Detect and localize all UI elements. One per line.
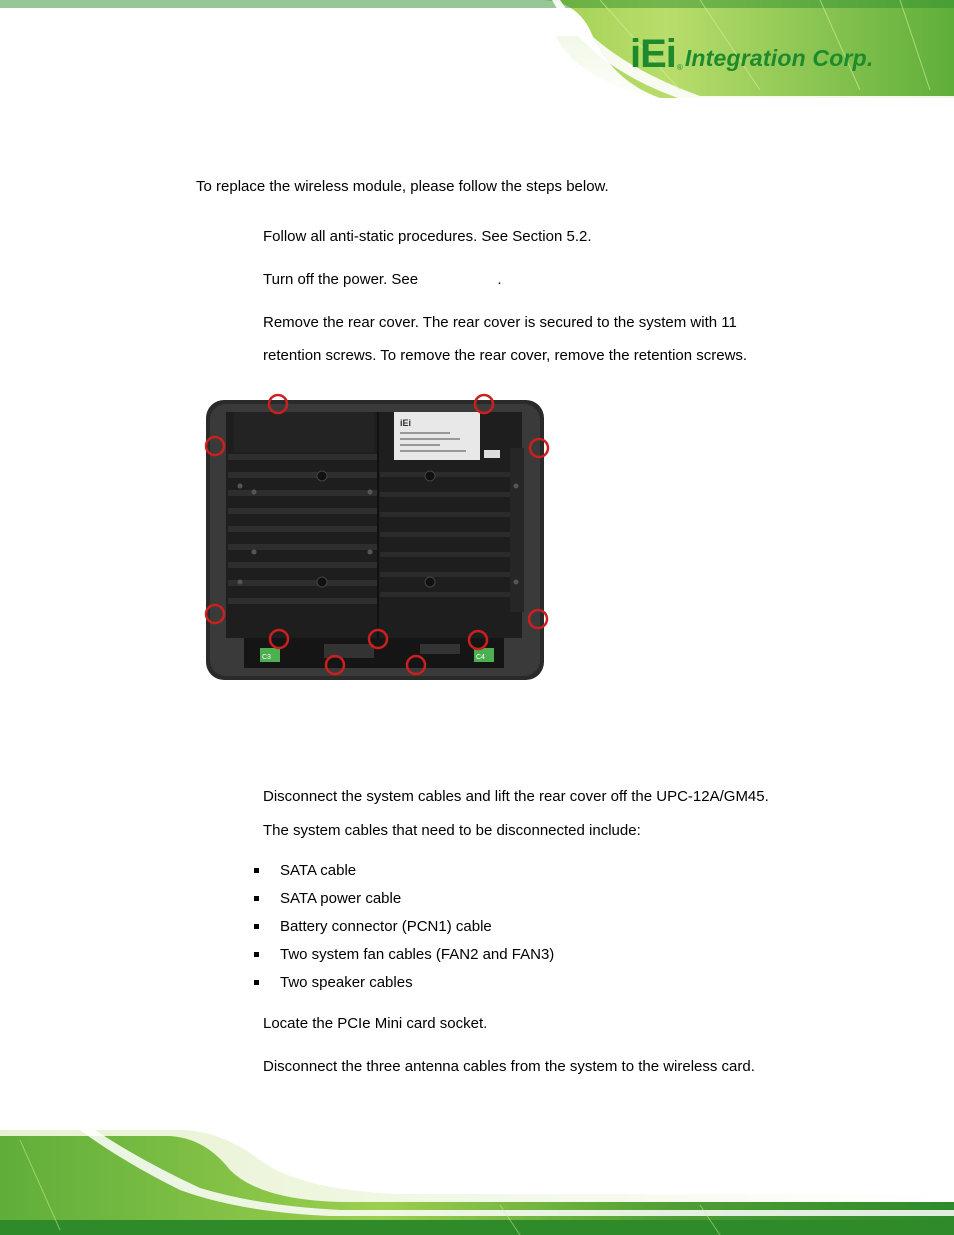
bullet-square-icon xyxy=(254,868,259,873)
step-5: Locate the PCIe Mini card socket. xyxy=(263,1015,488,1032)
step-4: Disconnect the system cables and lift the rear cover off the UPC-12A/GM45. xyxy=(263,788,769,805)
step-2-prefix: Turn off the power. See xyxy=(263,271,419,288)
list-item xyxy=(254,890,554,918)
bullet-square-icon xyxy=(254,896,259,901)
logo-mark-text: iEi xyxy=(630,32,676,76)
bullet-square-icon xyxy=(254,952,259,957)
step-2-suffix: . xyxy=(497,271,502,288)
rear-cover-illustration xyxy=(204,392,556,684)
connector-left-label: C3 xyxy=(262,654,271,661)
intro-text: To replace the wireless module, please follow the steps below. xyxy=(196,178,609,195)
cable-item-text: SATA power cable xyxy=(280,890,402,907)
step-4-note: The system cables that need to be disconnected include: xyxy=(263,822,641,839)
logo-mark xyxy=(630,34,676,74)
step-3-line-1: Remove the rear cover. The rear cover is secured to the system with 11 xyxy=(263,314,737,331)
label-brand: iEi xyxy=(400,418,412,428)
step-6: Disconnect the three antenna cables from the system to the wireless card. xyxy=(263,1058,755,1075)
cable-item-text: Battery connector (PCN1) cable xyxy=(280,918,492,935)
list-item xyxy=(254,862,554,890)
footer-banner-graphic xyxy=(0,1130,954,1235)
cable-list xyxy=(254,862,554,1002)
bullet-square-icon xyxy=(254,924,259,929)
step-2 xyxy=(263,271,502,289)
step-1: Follow all anti-static procedures. See Section 5.2. xyxy=(263,228,592,245)
bullet-square-icon xyxy=(254,980,259,985)
step-2-section-link[interactable]: Section 5.3 xyxy=(422,271,498,288)
connector-right-label: C4 xyxy=(476,654,485,661)
step-3-line-2: retention screws. To remove the rear cover, remove the retention screws. xyxy=(263,347,748,364)
cable-item-text: SATA cable xyxy=(280,862,357,879)
company-logo xyxy=(630,30,873,74)
logo-text: Integration Corp. xyxy=(684,45,874,71)
list-item xyxy=(254,974,554,1002)
page-header xyxy=(0,0,954,112)
cable-item-text: Two speaker cables xyxy=(280,974,413,991)
cable-item-text: Two system fan cables (FAN2 and FAN3) xyxy=(280,946,555,963)
list-item xyxy=(254,946,554,974)
logo-registered: ® xyxy=(676,63,683,72)
list-item xyxy=(254,918,554,946)
page-footer xyxy=(0,1130,954,1235)
rear-cover-photo xyxy=(204,392,556,684)
